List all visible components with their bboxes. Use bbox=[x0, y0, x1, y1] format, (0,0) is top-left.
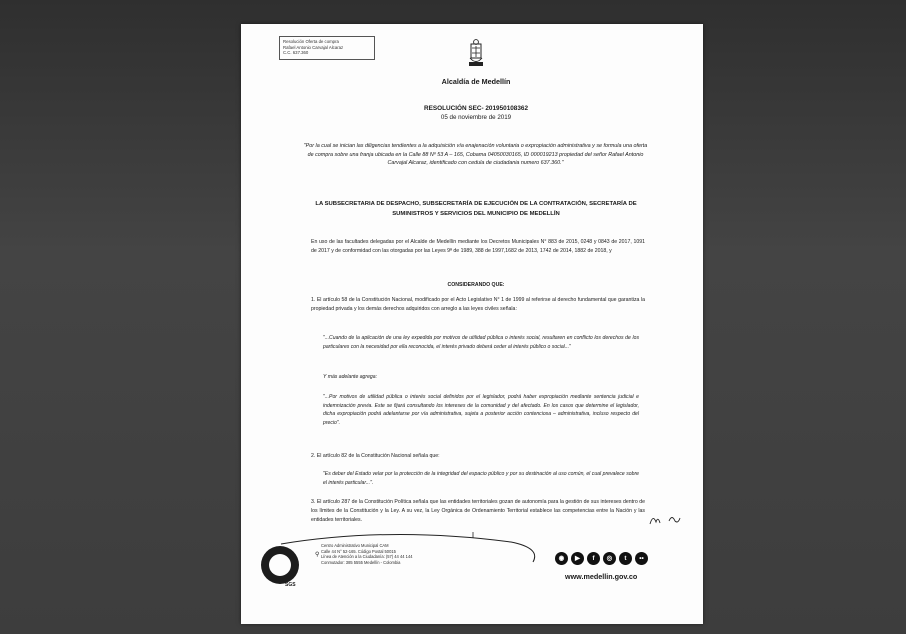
flickr-icon: •• bbox=[635, 552, 648, 565]
rss-icon: ◉ bbox=[555, 552, 568, 565]
document-page bbox=[241, 24, 703, 624]
seal-label: SGS bbox=[285, 582, 296, 588]
check-icon bbox=[269, 554, 291, 576]
contact-line: Conmutador: 385 5555 Medellín - Colombia bbox=[321, 560, 401, 566]
facebook-icon: f bbox=[587, 552, 600, 565]
paragraph-1: 1. El artículo 58 de la Constitución Nacional, modificado por el Acto Legislativo N° 1 de 1999 al referirse al derecho fundamental que garantiza la propiedad privada y los demás derechos adquiridos con arreglo a las leyes civiles señala: bbox=[311, 297, 645, 312]
location-pin-icon: ⚲ bbox=[315, 552, 320, 558]
resolution-number: RESOLUCIÓN SEC- 201950108362 bbox=[423, 105, 529, 112]
contact-block bbox=[321, 543, 481, 566]
resolution-subject: "Por la cual se inician las diligencias tendientes a la adquisición vía enajenación voluntaria o expropiación administrativa y se formula una oferta de compra sobre una franja ubicada en la Calle 88 Nº 53 A – 165, Cobama 04050030165, ID 000019213 propiedad del señor Rafael Antonio Carvajal Alcaraz, identificado con cedula de ciudadania numero 637.360." bbox=[303, 143, 648, 166]
paragraph-2: 2. El artículo 82 de la Constitución Nacional señala que: bbox=[311, 453, 440, 459]
quote-lead-in: Y más adelante agrega: bbox=[323, 374, 377, 380]
youtube-icon: ▶ bbox=[571, 552, 584, 565]
quote-3: "Es deber del Estado velar por la protección de la integridad del espacio público y por su destinación al uso común, el cual prevalece sobre el interés particular...". bbox=[323, 471, 639, 486]
considering-heading: CONSIDERANDO QUE: bbox=[447, 282, 505, 288]
stamp-line: Rafael Antonio Carvajal Alcaraz bbox=[283, 44, 344, 50]
website-url: www.medellin.gov.co bbox=[565, 572, 638, 581]
entity-name: Alcaldía de Medellín bbox=[441, 77, 511, 86]
instagram-icon: ◎ bbox=[603, 552, 616, 565]
issuing-authority: LA SUBSECRETARIA DE DESPACHO, SUBSECRETARÍA DE EJECUCIÓN DE LA CONTRATACIÓN, SECRETARÍA DE SUMINISTROS Y SERVICIOS DEL MUNICIPIO DE MEDELLÍN bbox=[315, 201, 637, 217]
contact-line: Línea de Atención a la Ciudadanía: (57) 44 44 144 bbox=[321, 554, 413, 560]
reference-stamp bbox=[279, 36, 375, 60]
intro-paragraph: En uso de las facultades delegadas por el Alcalde de Medellín mediante los Decretos Municipales N° 883 de 2015, 0248 y 0843 de 2017, 1091 de 2017 y de conformidad con las otorgadas por las Leyes 9ª de 1989, 388 de 1997,1682 de 2013, 1742 de 2014, 1882 de 2018, y bbox=[311, 239, 645, 254]
sgs-certification-seal bbox=[261, 546, 299, 584]
quote-1: "...Cuando de la aplicación de una ley expedida por motivos de utilidad pública o interés social, resultaren en conflicto los derechos de los particulares con la necesidad por ella reconocida, el interés privado deberá ceder al interés público o social..." bbox=[323, 335, 639, 350]
resolution-date: 05 de noviembre de 2019 bbox=[440, 114, 512, 121]
coat-of-arms-icon bbox=[467, 38, 485, 70]
paragraph-3: 3. El artículo 287 de la Constitución Política señala que las entidades territoriales gozan de autonomía para la gestión de sus intereses dentro de los límites de la Constitución y la Ley. A su vez, la Ley Orgánica de Ordenamiento Territorial establece las competencias entre la Nación y las entidades territoriales. bbox=[311, 499, 645, 523]
contact-line: Calle 44 N° 52-165. Código Postal 50015 bbox=[321, 548, 396, 554]
contact-line: Centro Administrativo Municipal CAM bbox=[321, 543, 389, 548]
stamp-line: Resolución Oferta de compra bbox=[283, 39, 339, 44]
twitter-icon: t bbox=[619, 552, 632, 565]
quote-2: "...Por motivos de utilidad pública o interés social definidos por el legislador, podrá haber expropiación mediante sentencia judicial e indemnización previa. Este se fijará consultando los intereses de la comunidad y del afectado. En los casos que determine el legislador, dicha expropiación podrá adelantarse por vía administrativa, sujeta a posterior acción contenciosa – administrativa, incluso respecto del precio". bbox=[323, 394, 639, 426]
stamp-line: C.C. 637.360 bbox=[283, 50, 309, 56]
social-icons bbox=[555, 549, 648, 567]
